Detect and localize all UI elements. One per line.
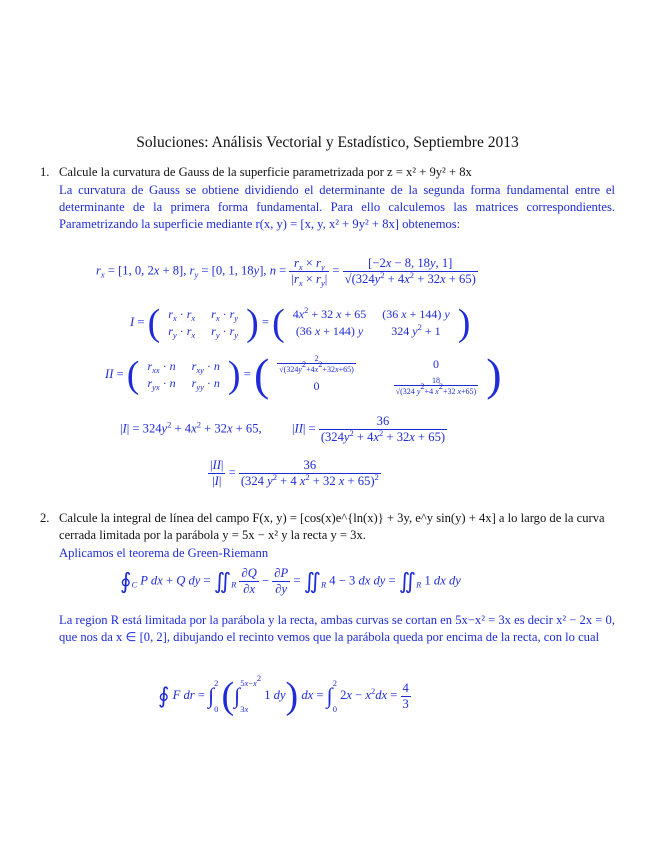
question-text: Calcule la integral de línea del campo F(x, y) = [cos(x)e^{ln(x)} + 3y, e^y sin(y) + 4x] a lo largo de la curva cerrada limitada por la parábola y = 5x − x² y la recta y = 3x. [59,511,605,542]
question-1 [40,164,615,181]
equation-gauss-curvature: $\frac{|II|}{|I|}$ = $\frac{36}{(324 y^2 + 4 x^2 + 32 x + 65)^2}$ [210,458,379,488]
answer-1-text: La curvatura de Gauss se obtiene dividiendo el determinante de la segunda forma fundamental entre el determinante de la primera forma fundamental. Para ello calculemos las matrices correspondientes. Parametrizando la superficie mediante r(x, y) = [x, y, x² + 9y² + 8x] obtenemos: [59,183,615,231]
equation-determinants: $|I| = 324y^2 + 4x^2 + 32x + 65$, |II| = $\frac{36}{(324y^2 + 4x^2 + 32x + 65)}$ [120,414,446,444]
question-text: Calcule la curvatura de Gauss de la superficie parametrizada por z = x² + 9y² + 8x [59,165,472,179]
question-2 [40,510,615,544]
question-number: 2. [40,511,50,525]
question-number: 1. [40,165,50,179]
equation-normal-vector: $r_x = [1$, 0, 2x + 8], $r_y = [0$, 1, 18y], n = $\frac{r_x \times r_y}{|r_x \times r_y|}$ = $\frac{[-2x - 8, 18y, 1]}{√(324y^2 + 4x^2 + 32x + 65)}$ [96,256,476,288]
equation-first-fundamental-form: I = ( $r_x \cdot r_x$ $r_x \cdot r_y$ $r_y \cdot r_x$ $r_y \cdot r_y$ ) = ( $4x^2 + 32$ x + 65 (36 x + 144) y (36 x + 144) y 324 $y^2 + 1$ ) [130,302,471,344]
answer-2-region: La region R está limitada por la parábola y la recta, ambas curvas se cortan en 5x−x² = 3x es decir x² − 2x = 0, que nos da x ∈ [0, 2], dibujando el recinto vemos que la parábola queda por encima de la recta, con lo cual [59,613,615,644]
equation-line-integral-result: ∮ F dr = ∫ 2 0 (∫ $5x-x^2$ 3x 1 dy) dx = ∫ 2 0 $2x - x^2dx$ = $\frac{4}{3}$ [158,673,409,717]
answer-2-intro: Aplicamos el teorema de Green-Riemann [59,546,269,560]
page-title: Soluciones: Análisis Vectorial y Estadístico, Septiembre 2013 [136,134,519,151]
equation-second-fundamental-form: II = ( $r_{xx} \cdot n$ $r_{xy} \cdot n$ $r_{yx} \cdot n$ $r_{yy} \cdot n$ ) = ( $\frac{2}{√(324y^2+4x^2+32x+65)}$ 0 0 $\frac{18}{√(324 y^2+4 x^2+32 x+65)}$ ) [105,349,502,400]
equation-green-riemann: $∮_C$ P dx + Q dy = $∬_R$ $\frac{\partial Q}{\partial x}$ − $\frac{\partial P}{\partial y}$ = $∬_R$ 4 − 3 dx dy = $∬_R$ 1 dx dy [120,566,461,596]
